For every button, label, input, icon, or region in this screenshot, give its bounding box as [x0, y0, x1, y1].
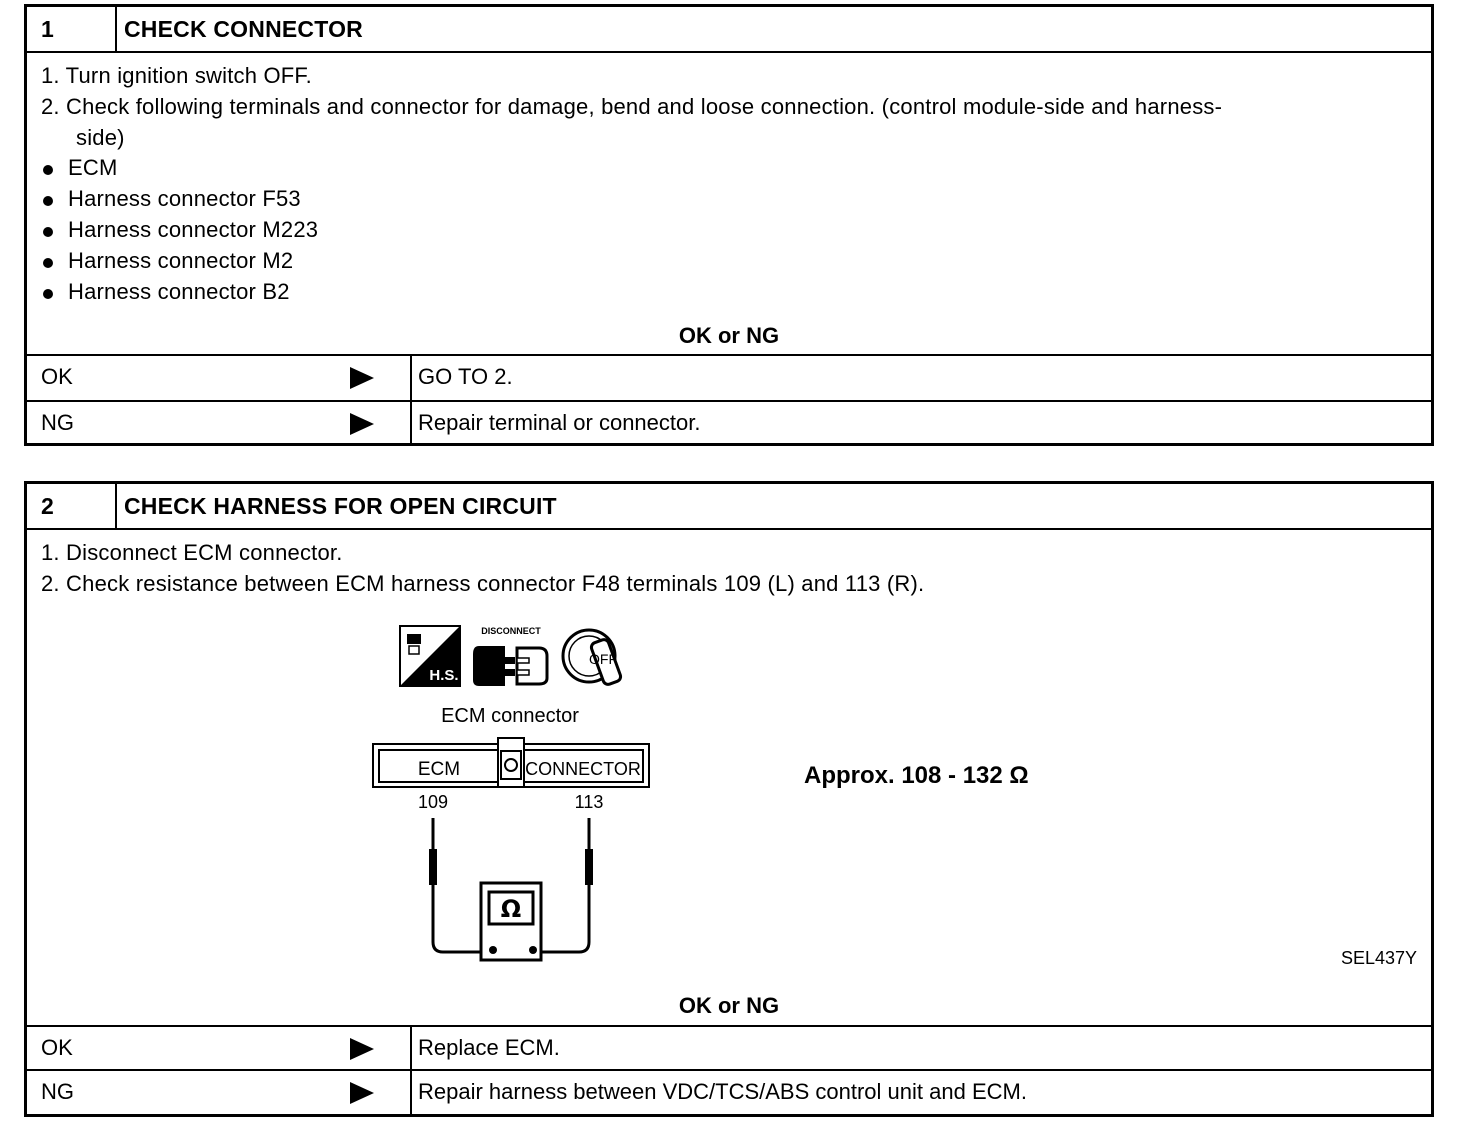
bullet-dot	[43, 165, 53, 175]
ok-or-ng-label: OK or NG	[678, 993, 780, 1018]
hs-label: H.S.	[429, 667, 459, 684]
step-2-header	[27, 484, 1431, 530]
column-divider	[410, 1071, 412, 1115]
arrow-right-icon	[350, 1082, 374, 1104]
arrow-right-icon	[350, 1038, 374, 1060]
ohm-symbol: Ω	[500, 895, 522, 923]
result-action: Repair terminal or connector.	[418, 410, 701, 435]
arrow-right-icon	[350, 413, 374, 435]
result-row-ng	[27, 1069, 1431, 1115]
ecm-connector	[373, 738, 649, 787]
bullet-item: Harness connector B2	[68, 279, 290, 304]
bullet-item: ECM	[68, 155, 118, 180]
step-number: 1	[41, 16, 54, 42]
result-action: GO TO 2.	[418, 364, 513, 389]
column-divider	[410, 1027, 412, 1071]
ok-or-ng-label: OK or NG	[678, 323, 780, 348]
column-divider	[410, 402, 412, 446]
step-1-header	[27, 7, 1431, 53]
connector-caption: ECM connector	[441, 705, 579, 727]
step-2-box	[24, 481, 1434, 1117]
result-row-ng	[27, 400, 1431, 446]
result-action: Replace ECM.	[418, 1035, 560, 1060]
header-divider	[115, 484, 117, 528]
connector-right-label: CONNECTOR	[525, 759, 641, 779]
result-code: OK	[41, 364, 73, 389]
resistance-check-diagram	[367, 624, 667, 964]
step-title: CHECK CONNECTOR	[124, 16, 363, 42]
result-code: NG	[41, 410, 74, 435]
bullet-dot	[43, 227, 53, 237]
step-1-box	[24, 4, 1434, 446]
result-row-ok	[27, 354, 1431, 400]
ohmmeter	[481, 883, 541, 960]
harness-side-icon	[400, 626, 460, 686]
header-divider	[115, 7, 117, 51]
result-code: NG	[41, 1079, 74, 1104]
connector-left-label: ECM	[417, 759, 461, 780]
instruction-1: 1. Turn ignition switch OFF.	[41, 63, 312, 88]
instruction-1: 1. Disconnect ECM connector.	[41, 540, 343, 565]
instruction-2: 2. Check following terminals and connector for damage, bend and loose connection. (control module-side and harness-	[41, 94, 1223, 119]
result-action: Repair harness between VDC/TCS/ABS control unit and ECM.	[418, 1079, 1027, 1104]
resistance-spec: Approx. 108 - 132 Ω	[804, 762, 1029, 789]
terminal-113: 113	[574, 792, 604, 812]
bullet-item: Harness connector M223	[68, 217, 319, 242]
step-title: CHECK HARNESS FOR OPEN CIRCUIT	[124, 493, 557, 519]
disconnect-label: DISCONNECT	[481, 626, 541, 636]
disconnect-icon	[473, 626, 547, 686]
instruction-2-continued: side)	[76, 125, 125, 150]
result-code: OK	[41, 1035, 73, 1060]
bullet-dot	[43, 196, 53, 206]
instruction-2: 2. Check resistance between ECM harness connector F48 terminals 109 (L) and 113 (R).	[41, 571, 925, 596]
column-divider	[410, 356, 412, 400]
bullet-item: Harness connector M2	[68, 248, 294, 273]
off-label: OFF	[589, 651, 617, 667]
figure-code: SEL437Y	[1340, 948, 1417, 968]
bullet-dot	[43, 289, 53, 299]
bullet-item: Harness connector F53	[68, 186, 301, 211]
step-number: 2	[41, 493, 54, 519]
result-row-ok	[27, 1025, 1431, 1071]
arrow-right-icon	[350, 367, 374, 389]
ignition-off-icon	[563, 630, 622, 686]
terminal-109: 109	[417, 792, 449, 812]
bullet-dot	[43, 258, 53, 268]
